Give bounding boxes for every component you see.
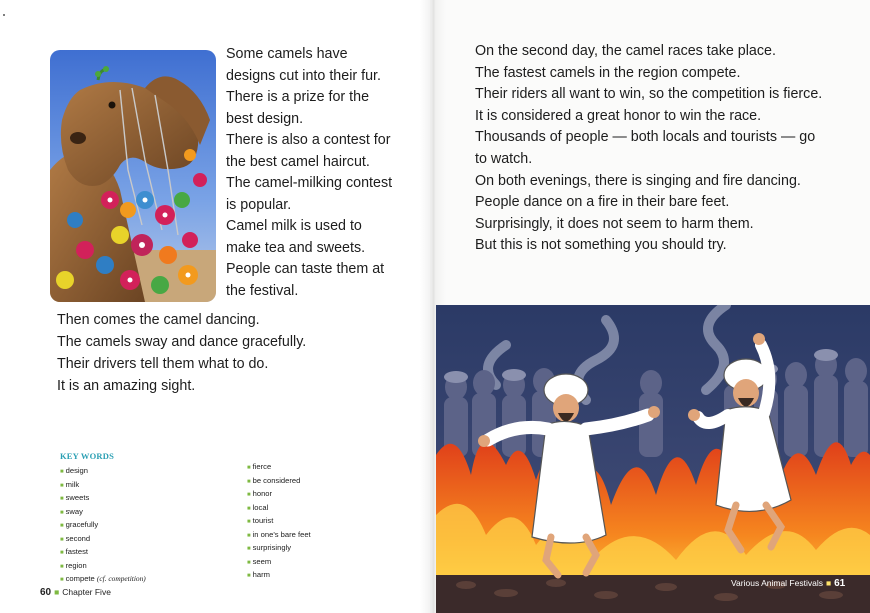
text-line: the best camel haircut. [226,153,370,170]
key-word-item: ■ local [247,502,269,512]
key-word-item: ■ harm [247,570,270,579]
bullet-icon: ■ [247,559,251,566]
text-line: The camel-milking contest [226,175,393,191]
key-words-title: KEY WORDS [60,451,114,461]
text-line: There is a prize for the [226,89,370,105]
key-word-item: ■ honor [247,489,273,498]
races-and-fire-dancing-paragraph [475,41,865,257]
text-line: Their riders all want to win, so the competition is fierce. [475,86,823,103]
camel-photo [50,50,216,302]
key-word-item: ■ region [60,560,87,570]
text-line: Camel milk is used to [226,218,362,234]
camel-dancing-paragraph [57,309,387,397]
text-line: People can taste them at [226,261,385,277]
bullet-icon: ■ [247,546,251,552]
right-page-footer [731,578,845,589]
key-word-item: ■ fastest [60,547,88,556]
bullet-icon: ■ [60,496,64,502]
text-line: Then comes the camel dancing. [57,312,260,328]
bullet-icon: ■ [60,536,64,543]
bullet-icon: ■ [60,563,64,570]
camel-contests-paragraph [226,44,426,302]
text-line: is popular. [226,196,292,213]
text-line: People dance on a fire in their bare feet. [475,194,730,211]
key-word-item: ■ sweets [60,493,90,502]
bullet-icon: ■ [60,509,64,516]
bullet-icon: ■ [825,578,832,588]
text-line: The fastest camels in the region compete. [475,64,741,81]
bullet-icon: ■ [60,577,64,583]
key-word-item: ■ be considered [247,475,301,485]
key-word-item: ■ compete (cf. competition) [60,574,146,583]
text-line: On the second day, the camel races take place. [475,43,776,59]
text-line: make tea and sweets. [226,239,366,256]
text-line: It is an amazing sight. [57,378,196,394]
text-line: On both evenings, there is singing and fire dancing. [475,172,801,189]
text-line: Thousands of people — both locals and tourists — go [475,129,816,146]
key-word-item: ■ gracefully [60,520,99,529]
text-line: to watch. [475,150,533,167]
text-line: There is also a contest for [226,132,391,148]
key-word-item: ■ second [60,533,91,543]
text-line: designs cut into their fur. [226,67,381,84]
key-words-column-1 [60,465,146,587]
bullet-icon: ■ [60,482,64,489]
page-number: 60 [40,587,52,598]
text-line: But this is not something you should try. [475,237,727,254]
bullet-icon: ■ [247,573,251,579]
bullet-icon: ■ [60,469,64,475]
key-word-item: ■ seem [247,556,272,566]
bullet-icon: ■ [60,523,64,529]
text-line: the festival. [226,282,299,299]
bullet-icon: ■ [247,478,251,485]
text-line: Surprisingly, it does not seem to harm them. [475,215,754,232]
key-word-item: ■ surprisingly [247,543,292,552]
key-word-item: ■ tourist [247,516,274,525]
chapter-label: Chapter Five [62,587,111,597]
text-line: best design. [226,110,304,127]
left-page-footer [40,587,111,598]
text-line: Some camels have [226,46,348,62]
bullet-icon: ■ [247,492,251,498]
key-word-note: (cf. competition) [96,574,146,583]
key-word-item: ■ fierce [247,462,272,471]
bullet-icon: ■ [60,550,64,556]
page-number: 61 [834,578,846,589]
bullet-icon: ■ [247,532,251,539]
scan-speck [3,14,5,16]
bullet-icon: ■ [247,519,251,525]
bullet-icon: ■ [247,465,251,471]
fire-dancers-illustration [436,305,870,613]
key-word-item: ■ milk [60,479,80,489]
section-label: Various Animal Festivals [731,578,823,588]
text-line: The camels sway and dance gracefully. [57,334,307,350]
key-word-item: ■ design [60,466,89,475]
text-line: Their drivers tell them what to do. [57,356,269,372]
bullet-icon: ■ [54,587,60,597]
key-words-column-2 [247,461,311,583]
key-word-item: ■ sway [60,506,83,516]
text-line: It is considered a great honor to win the race. [475,107,762,124]
bullet-icon: ■ [247,505,251,512]
key-word-item: ■ in one's bare feet [247,529,311,539]
